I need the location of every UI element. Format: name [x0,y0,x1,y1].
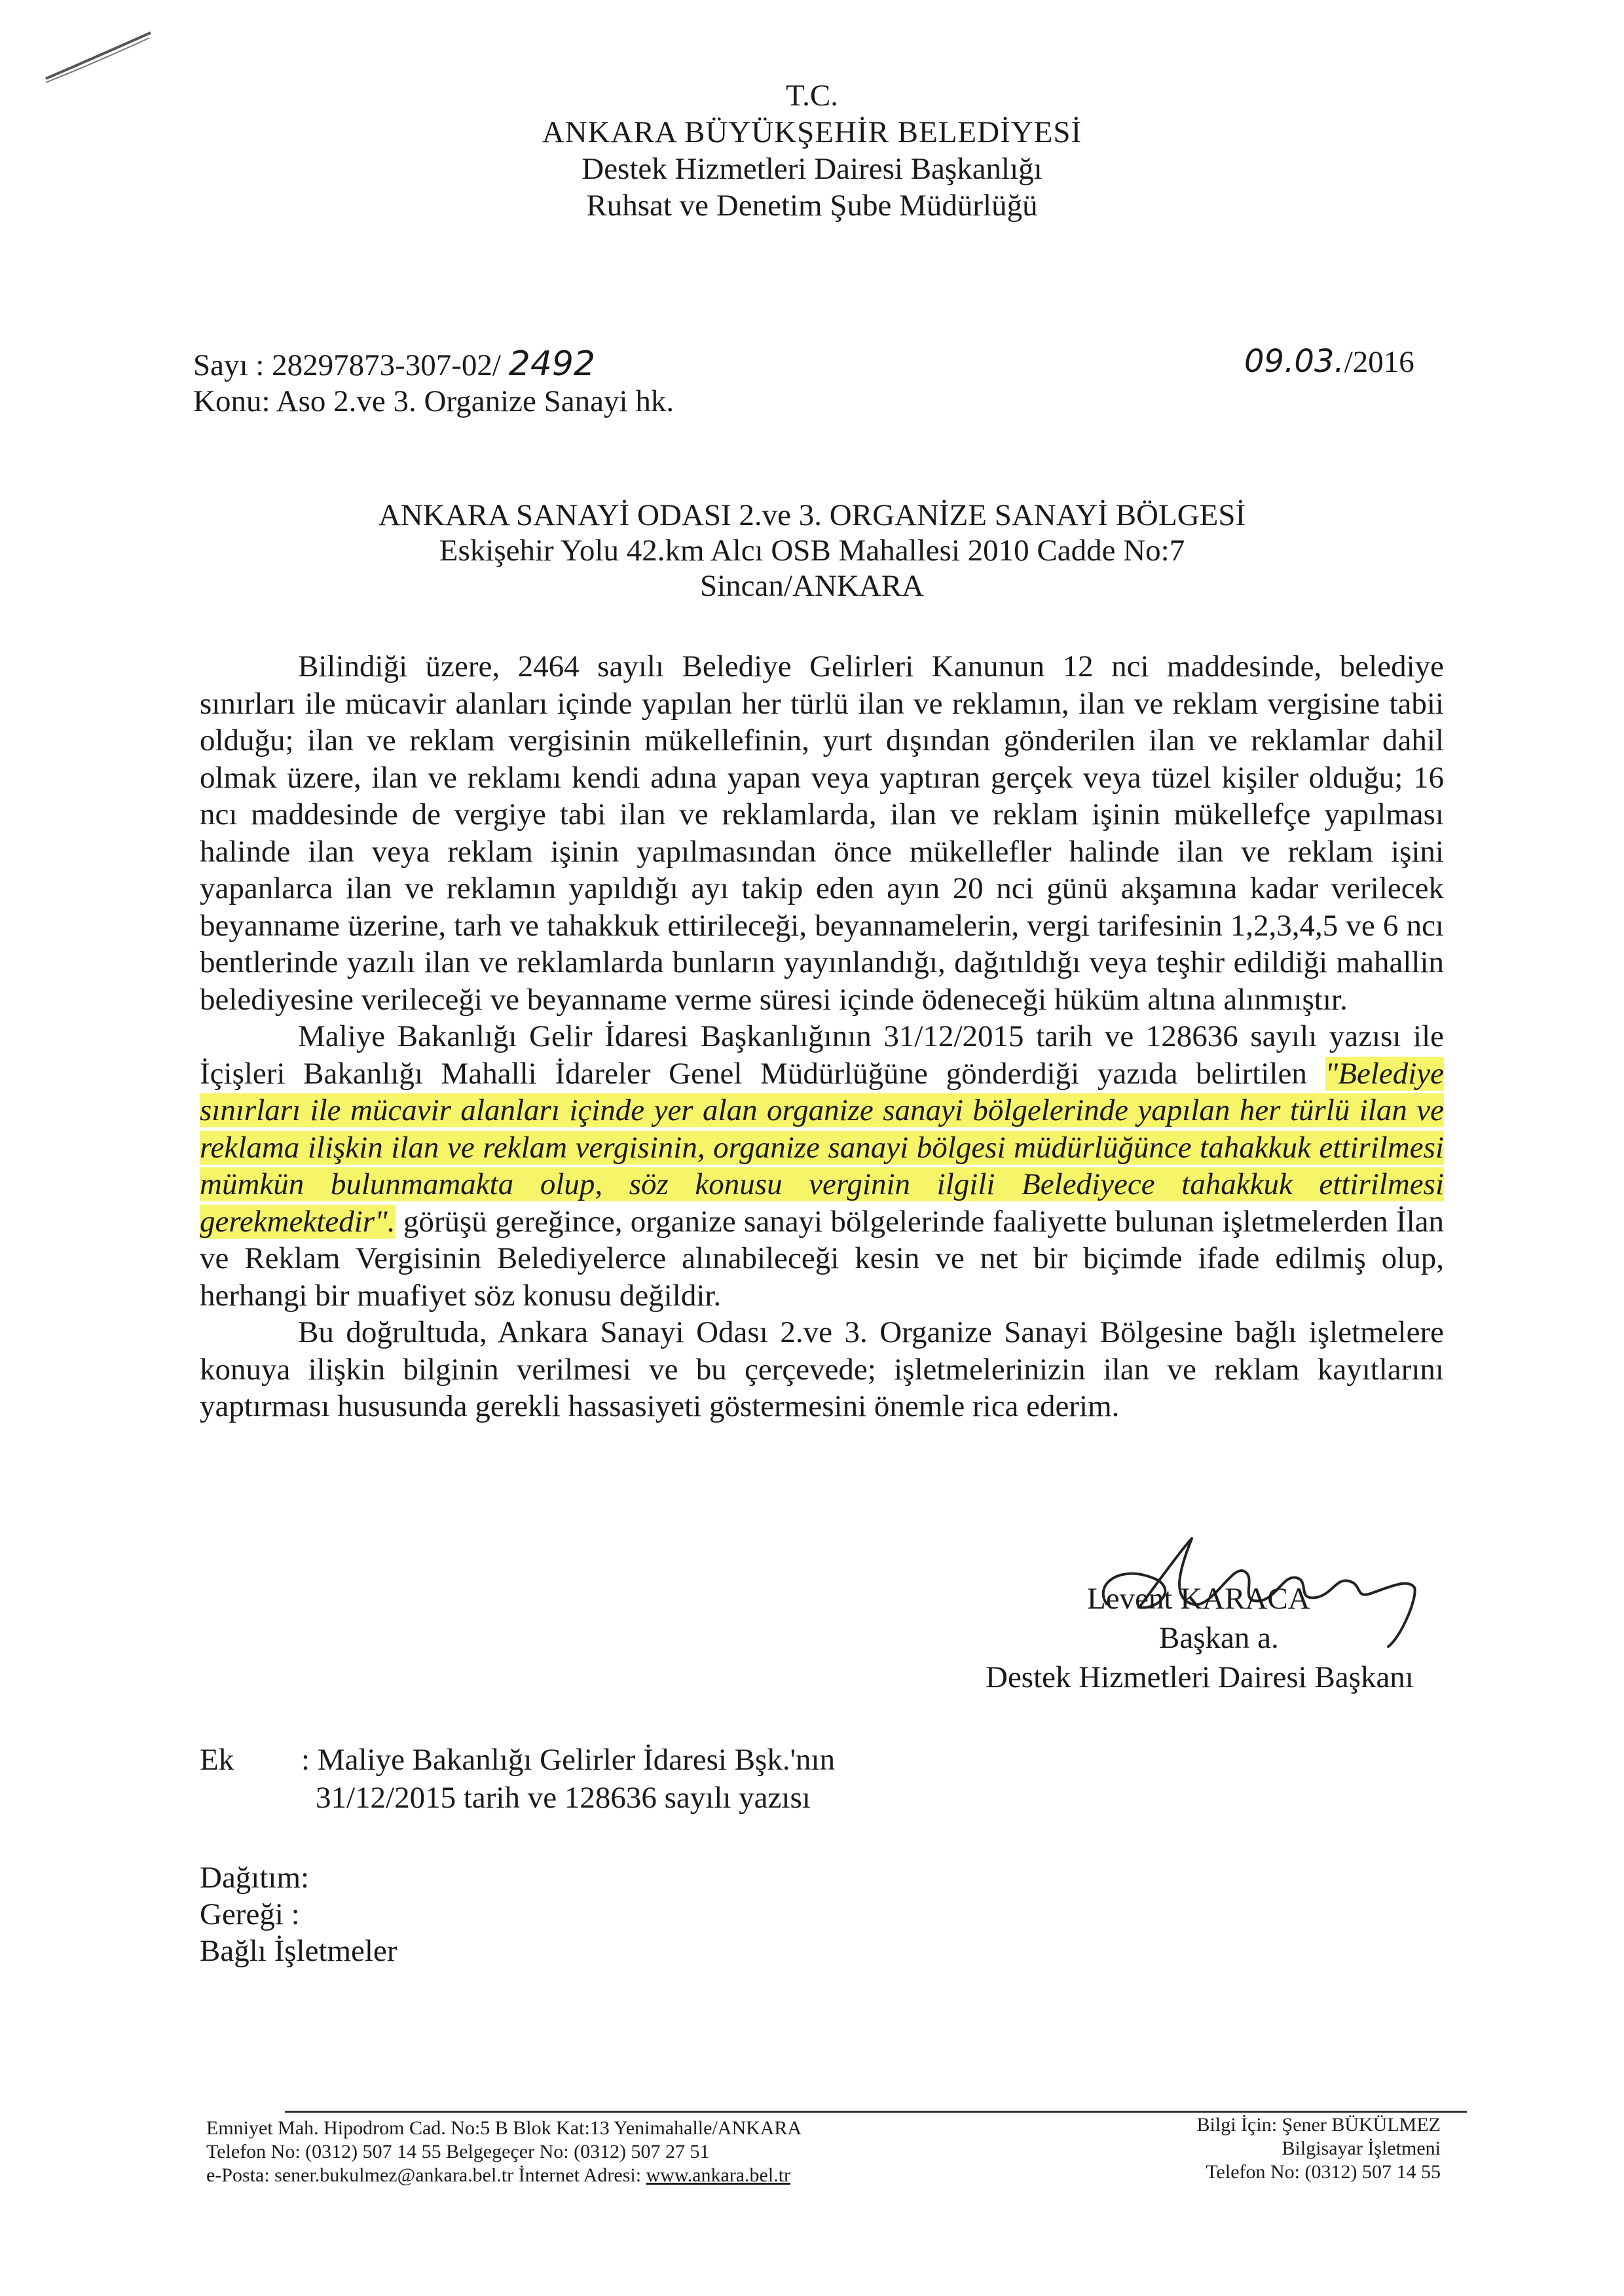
recipient-block [0,498,1624,604]
distribution-gereği: Gereği : [200,1897,300,1931]
date-year: /2016 [1344,345,1414,379]
footer-info-person: Bilgi İçin: Şener BÜKÜLMEZ [1196,2114,1441,2136]
recipient-name: ANKARA SANAYİ ODASI 2.ve 3. ORGANİZE SANAYİ BÖLGESİ [378,498,1246,532]
attachment-line-2: 31/12/2015 tarih ve 128636 sayılı yazısı [316,1781,811,1815]
letterhead [0,77,1624,224]
footer-info-contact [1113,2113,1441,2184]
date-day-handwritten: 09. [1244,343,1295,380]
paragraph-2-intro: Maliye Bakanlığı Gelir İdaresi Başkanlığının 31/12/2015 tarih ve 128636 sayılı yazısı ile İçişleri Bakanlığı Mahalli İdareler Genel Müdürlüğüne gönderdiği yazıda belirtilen [200,1019,1444,1091]
document-date [1244,343,1414,380]
header-municipality: ANKARA BÜYÜKŞEHİR BELEDİYESİ [542,115,1082,149]
sayi-label: Sayı [193,348,248,382]
sayi-value: : 28297873-307-02/ [255,348,501,382]
recipient-city: Sincan/ANKARA [699,569,925,603]
body-paragraph-1: Bilindiği üzere, 2464 sayılı Belediye Gelirleri Kanunun 12 nci maddesinde, belediye sınırları ile mücavir alanları içinde yapılan her türlü ilan ve reklamın, ilan ve reklam vergisine tabii olduğu; ilan ve reklam vergisinin mükellefinin, yurt dışından gönderilen ilan ve reklamlar dahil olmak üzere, ilan ve reklamı kendi adına yapan veya yaptıran gerçek veya tüzel kişiler olduğu; 16 ncı maddesinde de vergiye tabi ilan ve reklamlarda, ilan ve reklam işinin mükellefçe yapılması halinde ilan veya reklam işinin yapılmasından önce mükellefler halinde ilan ve reklam işini yapanlarca ilan ve reklamın yapıldığı ayı takip eden ayın 20 nci günü akşamına kadar verilecek beyanname üzerine, tarh ve tahakkuk ettirileceği, beyannamelerin, vergi tarifesinin 1,2,3,4,5 ve 6 ncı bentlerinde yazılı ilan ve reklamlarda bunların yayınlandığı, dağıtıldığı veya teşhir edildiği mahallin belediyesine verileceği ve beyanname verme süresi içinde ödeneceği hüküm altına alınmıştır. [200,649,1444,1017]
recipient-address: Eskişehir Yolu 42.km Alcı OSB Mahallesi 2010 Cadde No:7 [439,534,1185,568]
header-branch: Ruhsat ve Denetim Şube Müdürlüğü [586,189,1038,223]
attachment-label: Ek [200,1743,234,1777]
attachment-line-1: : Maliye Bakanlığı Gelirler İdaresi Bşk.'nın [301,1743,836,1777]
body-paragraph-3: Bu doğrultuda, Ankara Sanayi Odası 2.ve 3. Organize Sanayi Bölgesine bağlı işletmelere konuya ilişkin bilginin verilmesi ve bu çerçevede; işletmelerinizin ilan ve reklam kayıtlarını yaptırması hususunda gerekli hassasiyeti göstermesini önemle rica ederim. [200,1315,1444,1423]
footer-contact [206,2117,802,2187]
footer-email-web [206,2164,802,2187]
body-paragraph-2 [200,1018,1444,1314]
distribution-recipients: Bağlı İşletmeler [200,1934,397,1968]
footer-info-role: Bilgisayar İşletmeni [1282,2138,1441,2159]
footer-divider [285,2111,1467,2113]
pen-mark [39,26,157,85]
footer-address: Emniyet Mah. Hipodrom Cad. No:5 B Blok Kat:13 Yenimahalle/ANKARA [206,2117,802,2139]
footer-phone-fax: Telefon No: (0312) 507 14 55 Belgegeçer No: (0312) 507 27 51 [206,2141,710,2162]
distribution-label: Dağıtım: [200,1861,310,1895]
header-department: Destek Hizmetleri Dairesi Başkanlığı [581,152,1043,186]
header-tc: T.C. [785,79,839,113]
highlighted-quote: "Belediye sınırları ile mücavir alanları içinde yer alan organize sanayi bölgelerinde yapılan her türlü ilan ve reklama ilişkin ilan ve reklam vergisinin, organize sanayi bölgesi müdürlüğünce tahakkuk ettirilmesi mümkün bulunmamakta olup, söz konusu verginin ilgili Belediyece tahakkuk ettirilmesi gerekmektedir". [200,1056,1445,1239]
date-month-handwritten: 03. [1294,343,1344,380]
paragraph-2-rest: görüşü gereğince, organize sanayi bölgelerinde faaliyette bulunan işletmelerden İlan ve Reklam Vergisinin Belediyelerce alınabileceği kesin ve net bir biçimde ifade edilmiş olup, herhangi bir muafiyet söz konusu değildir. [200,1204,1445,1313]
footer-email: e-Posta: sener.bukulmez@ankara.bel.tr İnternet Adresi: [206,2164,642,2186]
reference-number [193,346,595,384]
subject [193,383,674,420]
letter-body [200,648,1444,1425]
signatory-title-2: Destek Hizmetleri Dairesi Başkanı [986,1660,1414,1694]
sayi-handwritten-number: 2492 [508,344,596,384]
konu-label: Konu: [193,384,270,418]
signatory-name: Levent KARACA [1087,1582,1310,1616]
konu-value: Aso 2.ve 3. Organize Sanayi hk. [276,384,674,418]
footer-website-link[interactable]: www.ankara.bel.tr [646,2164,791,2186]
distribution-block [200,1859,397,1969]
footer-info-phone: Telefon No: (0312) 507 14 55 [1206,2161,1441,2183]
signatory-title-1: Başkan a. [1159,1621,1279,1655]
